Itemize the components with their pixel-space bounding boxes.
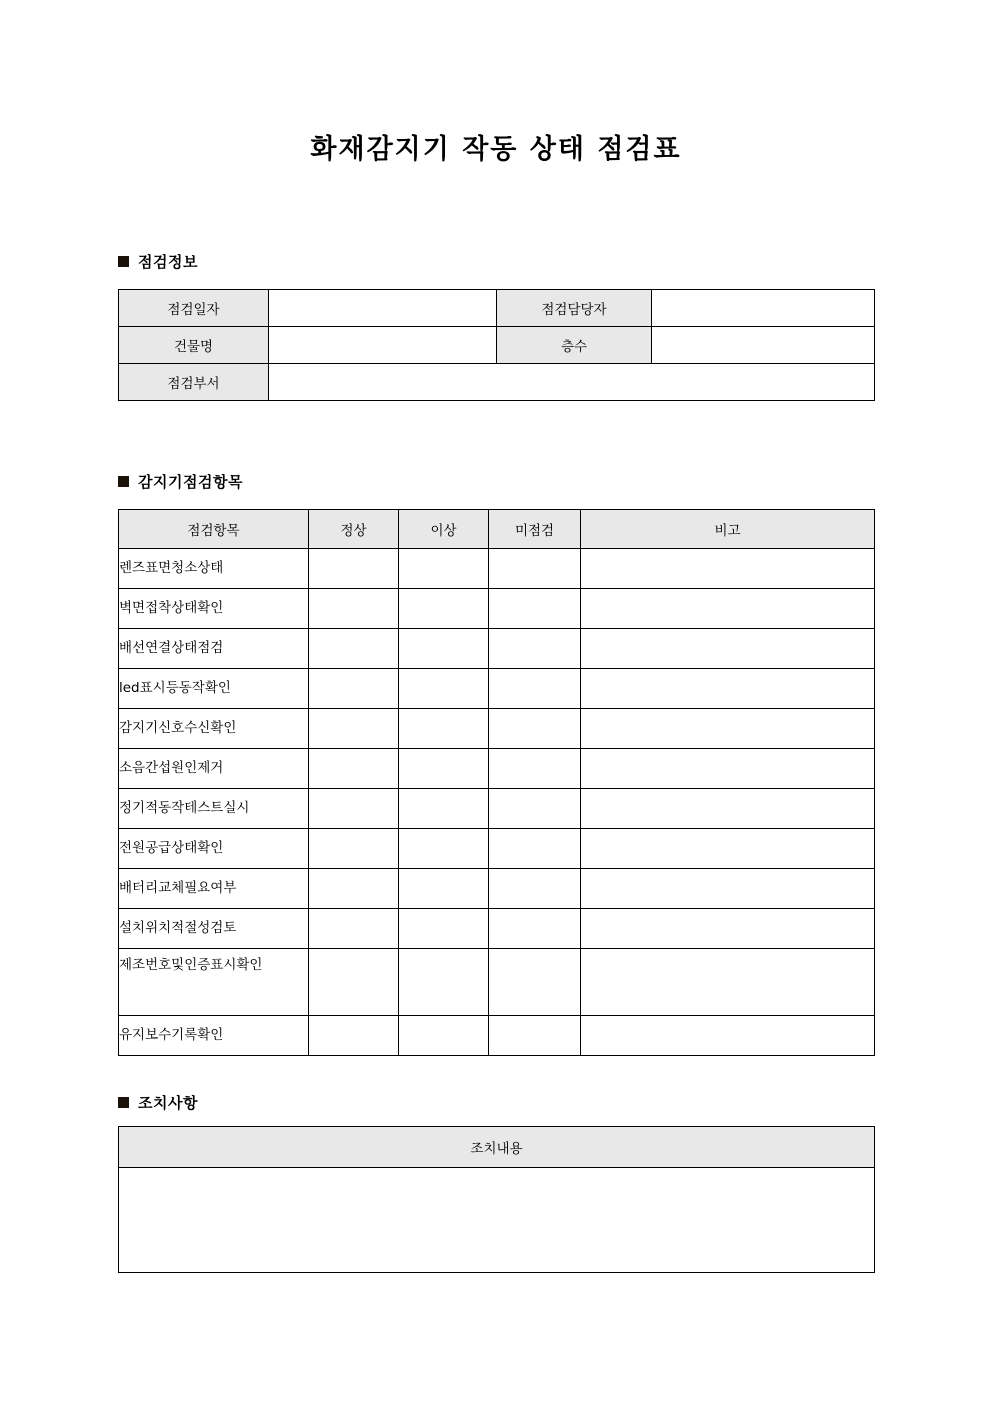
inspection-info-table (118, 289, 875, 401)
remark-cell[interactable] (581, 549, 875, 589)
checkbox-cell-normal[interactable] (309, 709, 399, 749)
checkbox-cell-unchecked[interactable] (489, 669, 581, 709)
remark-cell[interactable] (581, 949, 875, 1016)
section-heading-inspection-info (118, 251, 198, 272)
column-header-normal: 정상 (309, 510, 399, 549)
checkbox-cell-normal[interactable] (309, 949, 399, 1016)
checkbox-cell-unchecked[interactable] (489, 909, 581, 949)
action-items-table (118, 1126, 875, 1273)
table-row (119, 709, 875, 749)
table-header-row (119, 1127, 875, 1168)
checklist-item-label: 유지보수기록확인 (119, 1016, 309, 1056)
checkbox-cell-abnormal[interactable] (399, 829, 489, 869)
checklist-item-label: 제조번호및인증표시확인 (119, 949, 309, 1016)
checklist-item-label: 전원공급상태확인 (119, 829, 309, 869)
checklist-item-label: 벽면접착상태확인 (119, 589, 309, 629)
table-row (119, 829, 875, 869)
table-row (119, 749, 875, 789)
checkbox-cell-normal[interactable] (309, 629, 399, 669)
table-row (119, 364, 875, 401)
checklist-item-label: led표시등동작확인 (119, 669, 309, 709)
remark-cell[interactable] (581, 869, 875, 909)
remark-cell[interactable] (581, 1016, 875, 1056)
table-row (119, 1168, 875, 1273)
checkbox-cell-normal[interactable] (309, 789, 399, 829)
field-inspector[interactable] (652, 290, 875, 327)
checkbox-cell-abnormal[interactable] (399, 949, 489, 1016)
column-header-action-content: 조치내용 (119, 1127, 875, 1168)
checklist-item-label: 소음간섭원인제거 (119, 749, 309, 789)
checkbox-cell-abnormal[interactable] (399, 869, 489, 909)
column-header-unchecked: 미점검 (489, 510, 581, 549)
checklist-item-label: 설치위치적절성검토 (119, 909, 309, 949)
column-header-remark: 비고 (581, 510, 875, 549)
checkbox-cell-normal[interactable] (309, 869, 399, 909)
detector-checklist-table (118, 509, 875, 1056)
checkbox-cell-abnormal[interactable] (399, 909, 489, 949)
action-content-field[interactable] (119, 1168, 875, 1273)
checkbox-cell-abnormal[interactable] (399, 589, 489, 629)
table-row (119, 549, 875, 589)
remark-cell[interactable] (581, 829, 875, 869)
section-heading-actions (118, 1092, 198, 1113)
column-header-abnormal: 이상 (399, 510, 489, 549)
table-row (119, 669, 875, 709)
checkbox-cell-abnormal[interactable] (399, 669, 489, 709)
remark-cell[interactable] (581, 669, 875, 709)
label-department: 점검부서 (119, 364, 269, 401)
checkbox-cell-unchecked[interactable] (489, 549, 581, 589)
section-heading-label: 감지기점검항목 (138, 473, 243, 491)
checkbox-cell-abnormal[interactable] (399, 549, 489, 589)
checkbox-cell-unchecked[interactable] (489, 749, 581, 789)
checkbox-cell-abnormal[interactable] (399, 749, 489, 789)
checklist-item-label: 감지기신호수신확인 (119, 709, 309, 749)
section-heading-label: 조치사항 (138, 1094, 198, 1112)
field-floor[interactable] (652, 327, 875, 364)
checkbox-cell-normal[interactable] (309, 549, 399, 589)
checkbox-cell-normal[interactable] (309, 749, 399, 789)
remark-cell[interactable] (581, 589, 875, 629)
checklist-item-label: 배선연결상태점검 (119, 629, 309, 669)
table-row (119, 327, 875, 364)
table-row (119, 949, 875, 1016)
checkbox-cell-unchecked[interactable] (489, 709, 581, 749)
square-bullet-icon (118, 256, 129, 267)
field-department[interactable] (269, 364, 875, 401)
checkbox-cell-unchecked[interactable] (489, 789, 581, 829)
checkbox-cell-normal[interactable] (309, 1016, 399, 1056)
column-header-item: 점검항목 (119, 510, 309, 549)
remark-cell[interactable] (581, 749, 875, 789)
checkbox-cell-normal[interactable] (309, 909, 399, 949)
table-row (119, 1016, 875, 1056)
checkbox-cell-normal[interactable] (309, 589, 399, 629)
field-building-name[interactable] (269, 327, 497, 364)
field-inspection-date[interactable] (269, 290, 497, 327)
remark-cell[interactable] (581, 629, 875, 669)
checkbox-cell-abnormal[interactable] (399, 629, 489, 669)
label-inspector: 점검담당자 (497, 290, 652, 327)
checkbox-cell-unchecked[interactable] (489, 829, 581, 869)
page-title: 화재감지기 작동 상태 점검표 (310, 134, 682, 165)
checkbox-cell-unchecked[interactable] (489, 869, 581, 909)
remark-cell[interactable] (581, 909, 875, 949)
table-row (119, 290, 875, 327)
checklist-item-label: 정기적동작테스트실시 (119, 789, 309, 829)
checklist-item-label: 렌즈표면청소상태 (119, 549, 309, 589)
checkbox-cell-normal[interactable] (309, 829, 399, 869)
remark-cell[interactable] (581, 789, 875, 829)
table-row (119, 869, 875, 909)
checkbox-cell-unchecked[interactable] (489, 589, 581, 629)
checkbox-cell-unchecked[interactable] (489, 629, 581, 669)
table-row (119, 629, 875, 669)
table-row (119, 789, 875, 829)
checkbox-cell-abnormal[interactable] (399, 1016, 489, 1056)
table-header-row (119, 510, 875, 549)
remark-cell[interactable] (581, 709, 875, 749)
section-heading-label: 점검정보 (138, 253, 198, 271)
checklist-item-label: 배터리교체필요여부 (119, 869, 309, 909)
table-row (119, 589, 875, 629)
checkbox-cell-normal[interactable] (309, 669, 399, 709)
checkbox-cell-unchecked[interactable] (489, 949, 581, 1016)
checkbox-cell-unchecked[interactable] (489, 1016, 581, 1056)
label-inspection-date: 점검일자 (119, 290, 269, 327)
section-heading-detector-items (118, 471, 243, 492)
label-building-name: 건물명 (119, 327, 269, 364)
checkbox-cell-abnormal[interactable] (399, 709, 489, 749)
label-floor: 층수 (497, 327, 652, 364)
checkbox-cell-abnormal[interactable] (399, 789, 489, 829)
square-bullet-icon (118, 1097, 129, 1108)
table-row (119, 909, 875, 949)
square-bullet-icon (118, 476, 129, 487)
